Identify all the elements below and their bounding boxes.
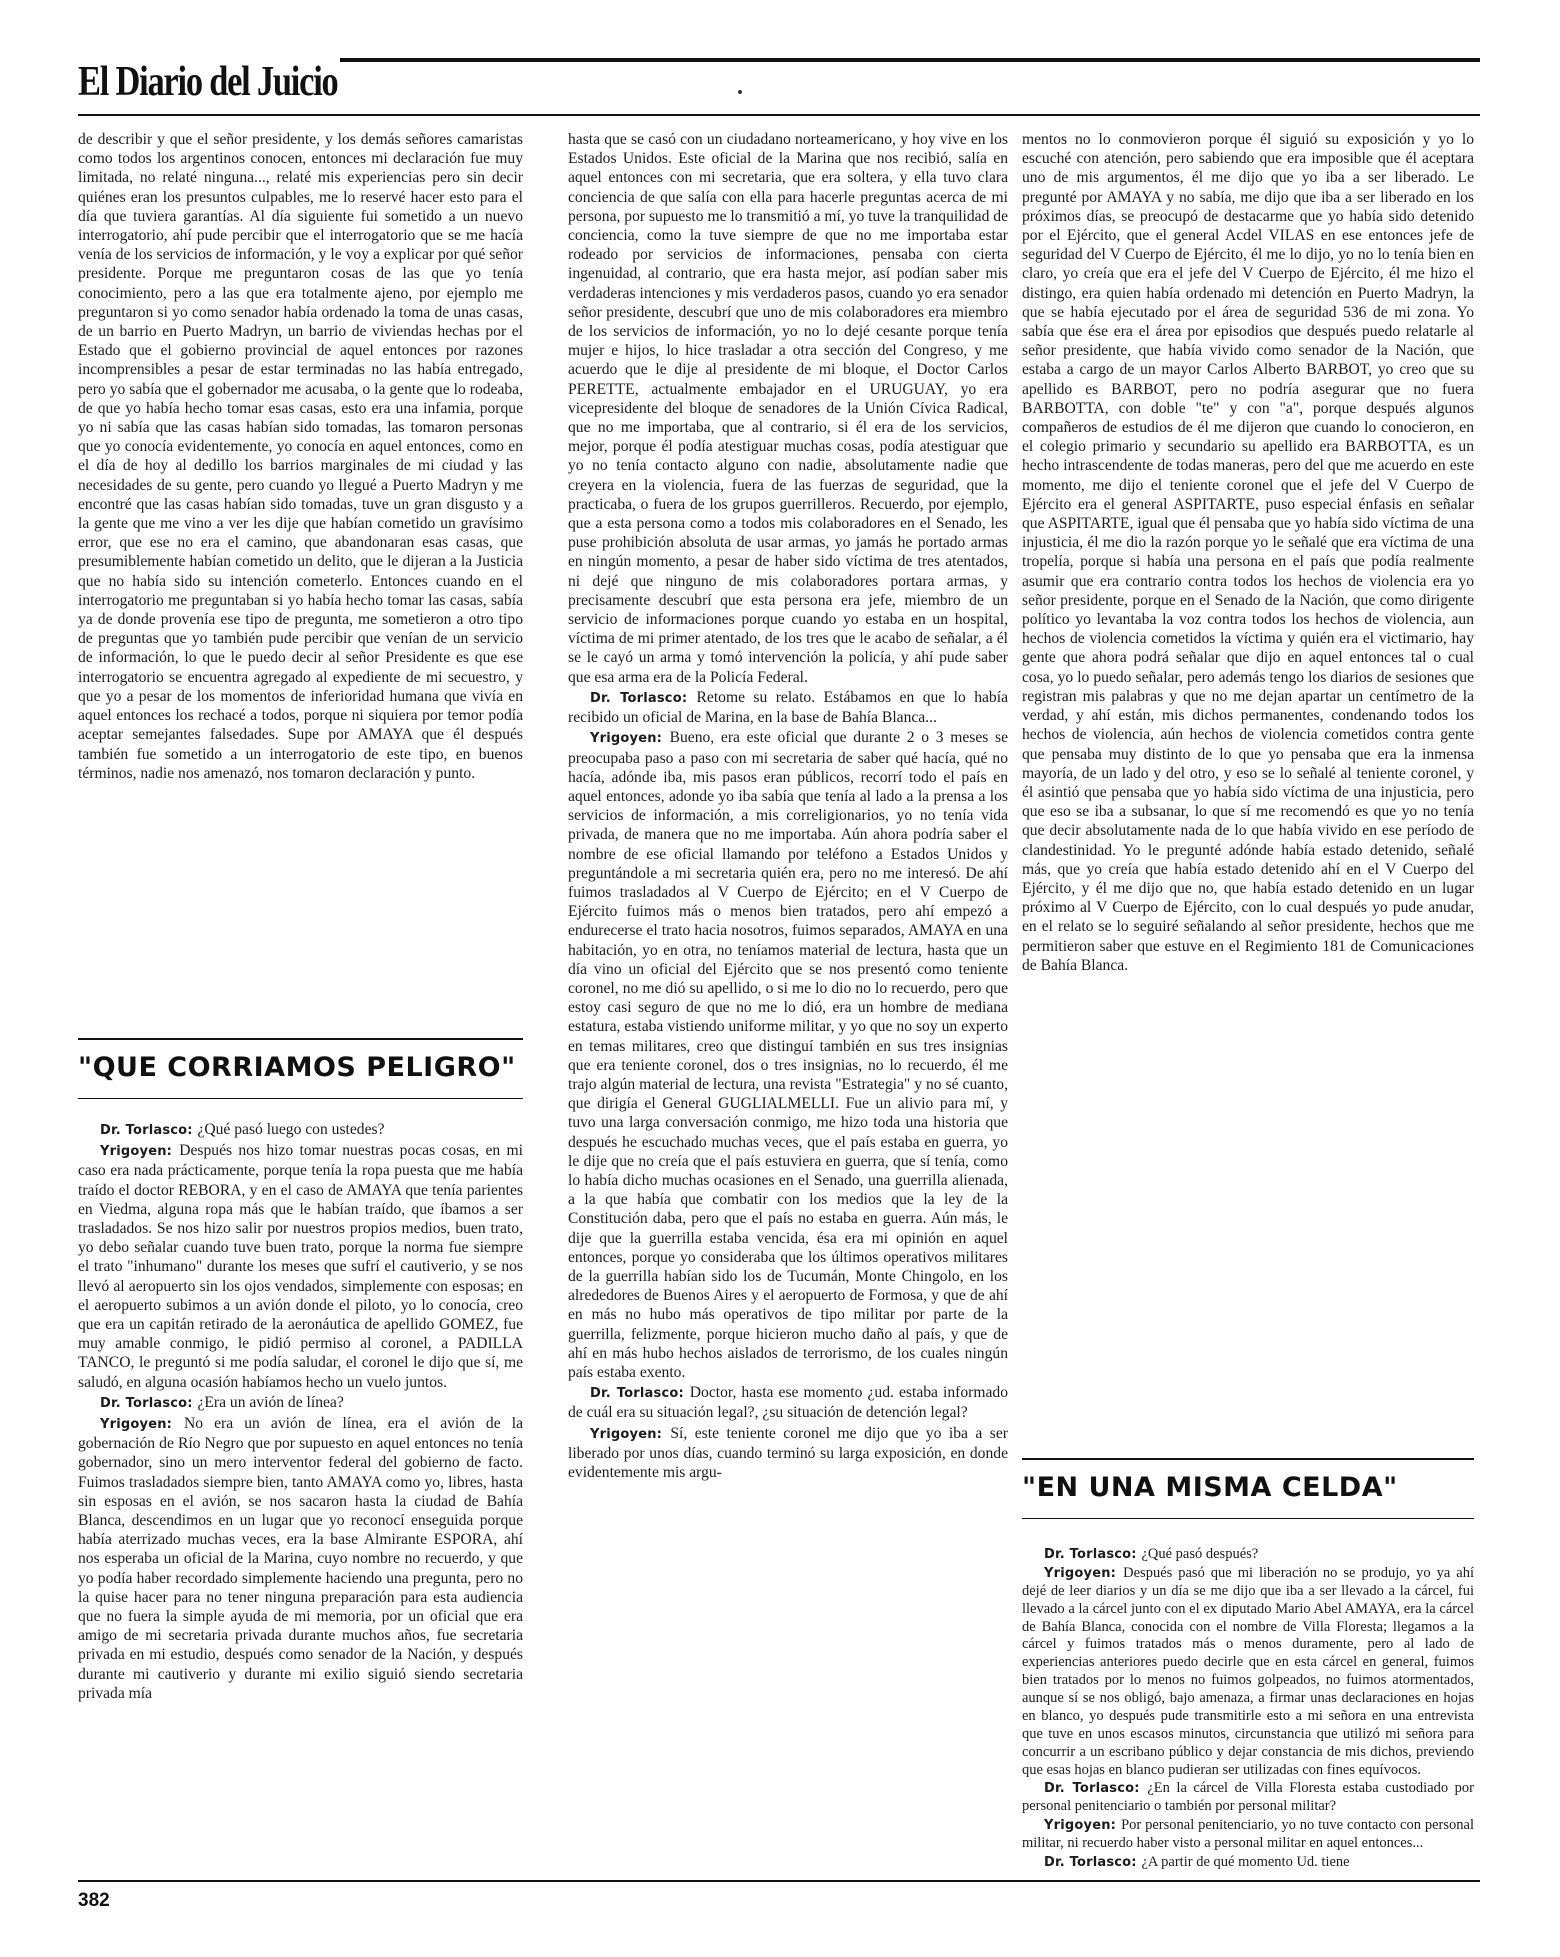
body-paragraph: mentos no lo conmovieron porque él siguió su exposición y yo lo escuché con atención, pero sabiendo que era imposible que él aceptara uno de mis argumentos, él me dijo que yo iba a ser liberado. Le pregunté por AMAYA y no sabía, me dijo que iba a ser liberado en los próximos días, se preocupó de destacarme que yo había sido detenido por el Ejército, que el general Acdel VILAS en ese entonces jefe de seguridad del V Cuerpo de Ejército, él me lo dijo, yo no lo tenía bien en claro, yo creía que era el jefe del V Cuerpo de Ejército, él me hizo el distingo, era quien había ordenado mi detención en Puerto Madryn, la que se había ejecutado por el área de seguridad 536 de mi zona. Yo sabía que ése era el área por episodios que después puedo relatarle al señor presidente, que había vivido como senador de la Nación, que estaba a cargo de un mayor Carlos Alberto BARBOT, yo creo que su apellido es BARBOT, pero no podría asegurar que no fuera BARBOTTA, con doble "te" y con "a", porque después algunos compañeros de estudios de él me dijeron que cuando lo conocieron, en el colegio primario y secundario su apellido era BARBOTTA, es un hecho intrascendente de todas maneras, pero del que me acuerdo en este momento, me dijo el teniente coronel que el jefe del V Cuerpo de Ejército era el general ASPITARTE, puso especial énfasis en señalar que ASPITARTE, igual que él pensaba que yo había sido víctima de una injusticia, él me dio la razón porque yo le señalé que era víctima de una tropelía, porque si había una persona en el país que podía realmente asumir que era contrario contra todos los hechos de violencia era yo señor presidente, porque en el Senado de la Nación, que como dirigente político yo levantaba la voz contra todos los hechos de violencia, aun hechos de violencia cometidos la víctima y quién era el victimario, hay gente que ahora podrá señalar que dijo en aquel entonces tal o cual cosa, yo lo puedo señalar, pero además tengo los diarios de sesiones que registran mis palabras y que no me dejan apartar un centímetro de la verdad, y ahí están, mis dichos permanentes, condenando todos los hechos de violencia, aún hechos de violencia cometidos contra gente que pensaba muy distinto de lo que yo pensaba que era la inmensa mayoría, de un lado y del otro, y eso se lo señalé al teniente coronel, y él asintió que pensaba que yo había sido víctima de una injusticia, pero que eso se iba a subsanar, lo que sí me recomendó es que yo no tenía que decir absolutamente nada de lo que había vivido en ese período de clandestinidad. Yo le pregunté adónde había estado detenido, señalé más, que yo creía que había estado detenido ahí en el V Cuerpo del Ejército, y él me dijo que no, que había estado detenido en un lugar próximo al V Cuerpo de Ejército, con lo cual después yo pude anudar, en el relato se lo seguiré señalando al señor presidente, hechos que me permitieron saber que estuve en el Regimiento 181 de Comunicaciones de Bahía Blanca. (1022, 131, 1474, 974)
masthead-underline (78, 114, 1480, 116)
dialogue-line (568, 1424, 1008, 1483)
speaker-label: Yrigoyen: (1044, 1818, 1117, 1834)
page-number: 382 (78, 1890, 110, 1911)
body-paragraph: hasta que se casó con un ciudadano norteamericano, y hoy vive en los Estados Unidos. Este oficial de la Marina que nos recibió, salía en aquel entonces con mi secretaria, que era soltera, y ella tuvo clara conciencia de que salía con ella para hacerle preguntas acerca de mi persona, por supuesto me lo transmitió a mí, yo tuve la tranquilidad de conciencia, como la tuve siempre de que no me importaba estar rodeado por servicios de informaciones, pensaba con cierta ingenuidad, al contrario, que era hasta mejor, así podían saber mis verdaderas intenciones y mis verdaderos pasos, cuando yo era senador señor presidente, descubrí que uno de mis colaboradores era miembro de los servicios de información, yo no lo dejé cesante porque tenía mujer e hijos, lo hice trasladar a otra sección del Congreso, y me acuerdo que le dije al presidente de mi bloque, el Doctor Carlos PERETTE, actualmente embajador en el URUGUAY, yo era vicepresidente del bloque de senadores de la Unión Cívica Radical, que no me importaba, que al contrario, si él era de los servicios, mejor, porque él podía atestiguar muchas cosas, podía atestiguar que yo no tenía contacto alguno con nadie, absolutamente nadie que creyera en la violencia, fuera de las fuerzas de seguridad, que la practicaba, o fuera de los grupos guerrilleros. Recuerdo, por ejemplo, que a esta persona como a todos mis colaboradores en el Senado, les puse prohibición absoluta de usar armas, yo jamás he portado armas en ningún momento, a pesar de haber sido víctima de tres atentados, ni dejé que ninguno de mis colaboradores portara armas, y precisamente descubrí que esta persona era jefe, miembro de un servicio de informaciones porque cuando yo estaba en un hospital, víctima de mi primer atentado, de los tres que le acabo de señalar, a él se le cayó un arma y tomó intervención la policía, y ahí pude saber que esa arma era de la Policía Federal. (568, 131, 1008, 686)
dialogue-text: ¿A partir de qué momento Ud. tiene (1141, 1853, 1350, 1870)
body-paragraph: de describir y que el señor presidente, y los demás señores camaristas como todos los argentinos conocen, entonces mi declaración fue muy limitada, no relaté ninguna..., relaté mis experiencias pero sin decir quiénes eran los presuntos culpables, me lo reservé hacer esto para el día que tuviera garantías. Al día siguiente fui sometido a un nuevo interrogatorio, ahí pude percibir que el interrogatorio que se me hacía venía de los servicios de información, y le voy a explicar por qué señor presidente. Porque me preguntaron cosas de las que yo tenía conocimiento, pero a las que era totalmente ajeno, por ejemplo me preguntaron si yo como senador había ordenado la toma de unas casas, de un barrio en Puerto Madryn, un barrio de viviendas hechas por el Estado que el gobierno provincial de aquel entonces por razones incomprensibles a pesar de estar terminadas no las había entregado, pero yo sabía que el gobernador me acusaba, o la gente que lo rodeaba, de que yo había hecho tomar esas casas, esto era una infamia, porque yo ni sabía que las casas habían sido tomadas, las tomaron personas que yo conocía evidentemente, yo conocía en aquel entonces, como en el día de hoy al dedillo los barrios marginales de mi ciudad y las necesidades de su gente, pero cuando yo llegué a Puerto Madryn y me encontré que las casas habían sido tomadas, tuve un gran disgusto y a la gente que me vino a ver les dije que habían cometido un gravísimo error, que ese no era el camino, que abandonaran esas casas, que presumiblemente habían cometido un delito, que le dijeran a la Justicia que no había sido su intención cometerlo. Entonces cuando en el interrogatorio me preguntaban si yo había hecho tomar las casas, sabía ya de donde provenía ese tipo de pregunta, me sometieron a otro tipo de preguntas que yo también pude percibir que venían de un servicio de información, lo que le puedo decir al señor Presidente es que ese interrogatorio se encuentra agregado al expediente de mi secuestro, y que yo a pesar de los momentos de inferioridad humana que vivía en aquel entonces los rechacé a todos, porque ni siquiera por temor podía aceptar semejantes falsedades. Supe por AMAYA que él después también fue sometido a un interrogatorio de este tipo, en buenos términos, nadie nos amenazó, nos tomaron declaración y punto. (78, 131, 523, 782)
dialogue-text: Doctor, hasta ese momento ¿ud. estaba informado de cuál era su situación legal?, ¿su situación de detención legal? (568, 1384, 1008, 1422)
speaker-label: Yrigoyen: (100, 1417, 173, 1433)
dialogue-line (568, 728, 1008, 1382)
subheading-text: "QUE CORRIAMOS PELIGRO" (78, 1052, 516, 1083)
dialogue-line (78, 1120, 523, 1140)
dialogue-text: Por personal penitenciario, yo no tuve contacto con personal militar, ni recuerdo haber visto a personal militar en aquel entonces... (1022, 1817, 1474, 1851)
speaker-label: Dr. Torlasco: (1044, 1781, 1140, 1797)
dialogue-text: No era un avión de línea, era el avión de la gobernación de Río Negro que por supuesto en aquel entonces no tenía gobernador, sino un mero interventor federal del gobierno de facto. Fuimos trasladados siempre bien, tanto AMAYA como yo, libres, hasta sin esposas en el avión, se nos sacaron hasta la ciudad de Bahía Blanca, descendimos en un lugar que yo reconocí enseguida porque había aterrizado muchas veces, era la base Almirante ESPORA, ahí nos esperaba un oficial de la Marina, cuyo nombre no recuerdo, y que yo podía haber recordado simplemente haciendo una pregunta, pero no la quise hacer para no tener ninguna preparación para esta audiencia que no fuera la simple ayuda de mi memoria, por un oficial que era amigo de mi secretaria privada durante muchos años, fue secretaria privada en mi estudio, después como senador de la Nación, y después durante mi cautiverio y durante mi exilio siguió siendo secretaria privada mía (78, 1415, 523, 1702)
speaker-label: Dr. Torlasco: (100, 1123, 193, 1138)
speaker-label: Yrigoyen: (1044, 1565, 1117, 1581)
decorative-dot (738, 90, 742, 94)
article-column-1-continued (78, 1120, 523, 1704)
dialogue-text: ¿Era un avión de línea? (197, 1393, 344, 1411)
speaker-label: Yrigoyen: (590, 1426, 663, 1442)
dialogue-line (1022, 1546, 1474, 1564)
dialogue-line (1022, 1854, 1474, 1872)
dialogue-text: ¿Qué pasó después? (1141, 1546, 1259, 1562)
dialogue-line (78, 1414, 523, 1703)
dialogue-line (568, 688, 1008, 727)
subheading-en-una-misma-celda (1022, 1458, 1474, 1519)
speaker-label: Yrigoyen: (100, 1144, 173, 1160)
dialogue-text: Después nos hizo tomar nuestras pocas cosas, en mi caso era nada prácticamente, porque tenía la ropa puesta que me había traído el doctor REBORA, y en el caso de AMAYA que tenía parientes en Viedma, alguna ropa más que le habían traído, que íbamos a ser trasladados. Se nos hizo salir por nuestros propios medios, buen trato, yo debo señalar cuando tuve buen trato, porque la norma fue siempre el trato "inhumano" durante los meses que sufrí el cautiverio, y se nos llevó al aeropuerto sin los ojos vendados, simplemente con esposas; en el aeropuerto subimos a un avión donde el piloto, yo lo conocía, creo que era un capitán retirado de la aeronáutica de apellido GOMEZ, fue muy amable conmigo, le pidió permiso al coronel, a PADILLA TANCO, le preguntó si me podía saludar, el coronel le dijo que sí, me saludó, en alguna ocasión habíamos hecho un vuelo juntos. (78, 1142, 523, 1391)
dialogue-line (78, 1141, 523, 1392)
article-column-3-continued (1022, 1546, 1474, 1873)
dialogue-line (1022, 1780, 1474, 1816)
speaker-label: Dr. Torlasco: (1044, 1547, 1137, 1562)
masthead-title: El Diario del Juicio (78, 59, 338, 105)
subheading-que-corriamos-peligro (78, 1038, 523, 1099)
dialogue-line (568, 1383, 1008, 1422)
dialogue-text: Después pasó que mi liberación no se produjo, yo ya ahí dejé de leer diarios y un día se me dijo que iba a ser llevado a la cárcel, fui llevado a la cárcel junto con el ex diputado Mario Abel AMAYA, era la cárcel de Bahía Blanca, conocida con el nombre de Villa Floresta; llegamos a la cárcel y fuimos tratados más o menos duramente, pero al lado de experiencias anteriores puedo decirle que en esta cárcel en general, fuimos bien tratados por lo menos no fuimos golpeados, no fuimos atormentados, aunque sí se nos obligó, bajo amenaza, a firmar unas declaraciones en hojas en blanco, yo después pude transmitirle esto a mi señora en una entrevista que tuve en unos escasos minutos, circunstancia que utilizó mi señora para concurrir a un escribano público y dejar constancia de mis dichos, previendo que esas hojas en blanco pudieran ser utilizadas con fines equívocos. (1022, 1564, 1474, 1778)
dialogue-line (1022, 1565, 1474, 1780)
article-column-1 (78, 130, 523, 784)
dialogue-text: ¿Qué pasó luego con ustedes? (197, 1121, 385, 1138)
article-column-2 (568, 130, 1008, 1483)
dialogue-line (78, 1393, 523, 1413)
dialogue-line (1022, 1817, 1474, 1853)
subheading-text: "EN UNA MISMA CELDA" (1022, 1472, 1398, 1503)
speaker-label: Dr. Torlasco: (590, 690, 688, 706)
speaker-label: Dr. Torlasco: (100, 1395, 193, 1411)
speaker-label: Yrigoyen: (590, 731, 663, 747)
dialogue-text: Retome su relato. Estábamos en que lo había recibido un oficial de Marina, en la base de Bahía Blanca... (568, 688, 1008, 727)
dialogue-text: Bueno, era este oficial que durante 2 o 3 meses se preocupaba paso a paso con mi secretaria de saber qué hacía, qué no hacía, adónde iba, mis pasos eran públicos, recorrí todo el país en aquel entonces, adonde yo iba sabía que tenía al lado a la prensa a los servicios de información, a mis correligionarios, yo no tenía vida privada, de manera que no me importaba. Aún ahora podría saber el nombre de ese oficial llamando por teléfono a Estados Unidos y preguntándole a mi secretaria quién era, pero no me interesó. De ahí fuimos trasladados al V Cuerpo de Ejército; en el V Cuerpo de Ejército fuimos más o menos bien tratados, pero ahí empezó a endurecerse el trato hacia nosotros, fuimos separados, AMAYA en una habitación, yo en otra, no teníamos material de lectura, hasta que un día vino un oficial del Ejército que se nos presentó como teniente coronel, no me dió su apellido, o si me lo dio no lo recuerdo, pero que estoy casi seguro de que no me lo dió, era un hombre de mediana estatura, estaba vistiendo uniforme militar, y yo que no soy un experto en temas militares, creo que distinguí también en sus tres insignias que era teniente coronel, dos o tres insignias, no lo recuerdo, él me trajo algún material de lectura, una revista "Estrategia" y no sé cuanto, que dirigía el General GUGLIALMELLI. Fue un alivio para mí, y tuvo una larga conversación conmigo, me hizo toda una historia que después he escuchado muchas veces, que el país estaba en guerra, yo le dije que no creía que el país estuviera en guerra, que sí tenía, como lo había dicho muchas ocasiones en el Senado, una guerrilla alienada, a la que había que combatir con los medios que la ley de la Constitución daba, pero que el país no estaba en guerra. Aún más, le dije que la guerrilla estaba vencida, ésa era mi opinión en aquel entonces, porque yo consideraba que los últimos operativos militares de la guerrilla habían sido los de Tucumán, Monte Chingolo, en los alrededores de Buenos Aires y el aeropuerto de Formosa, y que de ahí en más no hubo más operativos de tipo militar por parte de la guerrilla, felizmente, porque hicieron mucho daño al país, y que de ahí en más hubo hechos aislados de terrorismo, de los cuales ningún país estaba exento. (568, 729, 1009, 1381)
speaker-label: Dr. Torlasco: (1044, 1854, 1137, 1870)
dialogue-text: Sí, este teniente coronel me dijo que yo iba a ser liberado por unos días, cuando terminó su larga exposición, en donde evidentemente mis argu- (568, 1424, 1008, 1482)
speaker-label: Dr. Torlasco: (590, 1386, 684, 1402)
dialogue-text: ¿En la cárcel de Villa Floresta estaba custodiado por personal penitenciario o también por personal militar? (1022, 1780, 1475, 1815)
footer-rule (78, 1880, 1480, 1882)
article-column-3 (1022, 130, 1474, 976)
masthead-rule (340, 58, 1480, 62)
